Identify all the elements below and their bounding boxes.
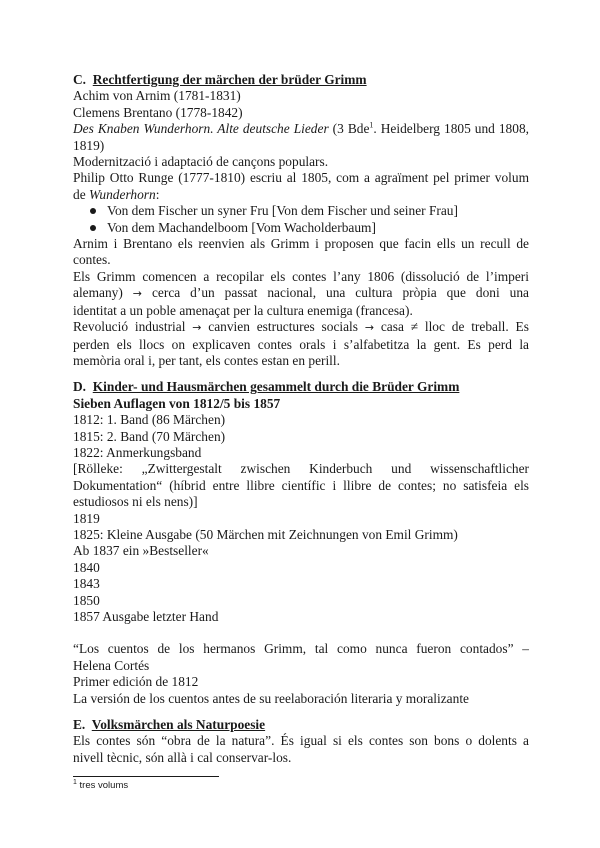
wunderhorn-line-2: 1819) (73, 137, 105, 153)
edition-year: 1850 (73, 592, 100, 608)
document-page (73, 72, 529, 792)
brentano-line: Clemens Brentano (1778-1842) (73, 104, 243, 120)
wunderhorn-vols: (3 Bde (332, 121, 370, 137)
runge-de: de (73, 186, 86, 202)
grimm-cerca: cerca d’un passat nacional, una cultura pròpia que doni una (151, 285, 529, 301)
section-e-line: Els contes són “obra de la natura”. És igual si els contes son bons o dolents a (73, 733, 529, 749)
edition-year: 1840 (73, 559, 100, 575)
arrow-icon: → (364, 321, 375, 335)
section-c-letter: C. (73, 72, 87, 87)
arnim-brentano-line: Arnim i Brentano els reenvien als Grimm i proposen que facin ells un recull de (73, 236, 529, 252)
wunderhorn-title: Des Knaben Wunderhorn. Alte deutsche Lieder (73, 121, 329, 137)
rolleke-line-3: estudiosos ni els nens)] (73, 494, 198, 510)
revolucio-c: casa ≠ lloc de treball. Es (380, 319, 529, 335)
grimm-alemany: alemany) (73, 285, 123, 301)
section-e-letter: E. (73, 717, 86, 733)
wunderhorn-line (73, 121, 529, 137)
revolucio-line (73, 319, 529, 336)
section-c-heading (73, 72, 529, 88)
runge-line-2 (73, 187, 529, 203)
list-item: Von dem Fischer un syner Fru [Von dem Fischer und seiner Frau] (90, 203, 529, 219)
edition-year: 1857 Ausgabe letzter Hand (73, 609, 219, 624)
cortes-quote: “Los cuentos de los hermanos Grimm, tal como nunca fueron contados” – (73, 641, 529, 657)
footnote-mark: 1 (73, 779, 77, 787)
edition-line: 1822: Anmerkungsband (73, 444, 202, 460)
section-d-letter: D. (73, 379, 87, 395)
edition-year: 1825: Kleine Ausgabe (50 Märchen mit Zeichnungen von Emil Grimm) (73, 526, 458, 542)
arnim-brentano-line-2: contes. (73, 252, 111, 268)
list-item: Von dem Machandelboom [Vom Wacholderbaum] (90, 220, 529, 236)
revolucio-b: canvien estructures socials (208, 319, 358, 335)
edition-year: 1843 (73, 576, 100, 592)
cortes-author: Helena Cortés (73, 657, 150, 673)
section-d-subtitle: Sieben Auflagen von 1812/5 bis 1857 (73, 395, 281, 411)
modernitzacio-line: Modernització i adaptació de cançons populars. (73, 154, 329, 170)
runge-colon: : (155, 186, 160, 202)
revolucio-line-3: memòria oral i, per tant, els contes estan en perill. (73, 352, 340, 368)
arrow-icon: → (132, 287, 143, 301)
revolucio-a: Revolució industrial (73, 319, 186, 335)
section-e-line-2: nivell tècnic, són allà i cal conservar-los. (73, 749, 292, 765)
footnote-ref[interactable]: 1 (369, 120, 374, 130)
section-d-title: Kinder- und Hausmärchen gesammelt durch die Brüder Grimm (92, 379, 460, 395)
arnim-line: Achim von Arnim (1781-1831) (73, 88, 241, 104)
version-line: La versión de los cuentos antes de su reelaboración literaria y moralizante (73, 690, 469, 706)
revolucio-line-2: perden els llocs on explicaven contes orals i s’alfabetitza la gent. Es perd la (73, 336, 529, 352)
footnote-separator (73, 776, 219, 777)
edition-year: 1819 (73, 510, 100, 526)
primer-edicion: Primer edición de 1812 (73, 674, 199, 690)
section-e-heading (73, 717, 529, 733)
section-c-title: Rechtfertigung der märchen der brüder Grimm (92, 72, 367, 87)
footnote-text: tres volums (79, 780, 129, 792)
edition-year: Ab 1837 ein »Bestseller« (73, 543, 209, 559)
wunderhorn-rest: . Heidelberg 1805 und 1808, (373, 121, 529, 137)
edition-line: 1812: 1. Band (86 Märchen) (73, 412, 226, 428)
tale-list (73, 203, 529, 236)
grimm-recopilar-line-3: identitat a un poble amenaçat per la cultura enemiga (francesa). (73, 302, 413, 318)
edition-line: 1815: 2. Band (70 Märchen) (73, 428, 226, 444)
runge-line: Philip Otto Runge (1777-1810) escriu al 1805, com a agraïment pel primer volum (73, 170, 529, 186)
rolleke-line: [Rölleke: „Zwittergestalt zwischen Kinderbuch und wissenschaftlicher (73, 461, 529, 477)
grimm-recopilar-line-2 (73, 285, 529, 302)
section-e-title: Volksmärchen als Naturpoesie (91, 717, 266, 733)
rolleke-line-2: Dokumentation“ (híbrid entre llibre científic i llibre de contes; no satisfeia els (73, 477, 529, 493)
runge-wunderhorn: Wunderhorn (89, 186, 156, 202)
grimm-recopilar-line: Els Grimm comencen a recopilar els contes l’any 1806 (dissolució de l’imperi (73, 268, 529, 284)
section-d-heading (73, 379, 529, 395)
footnote (73, 779, 529, 792)
arrow-icon: → (192, 321, 202, 335)
